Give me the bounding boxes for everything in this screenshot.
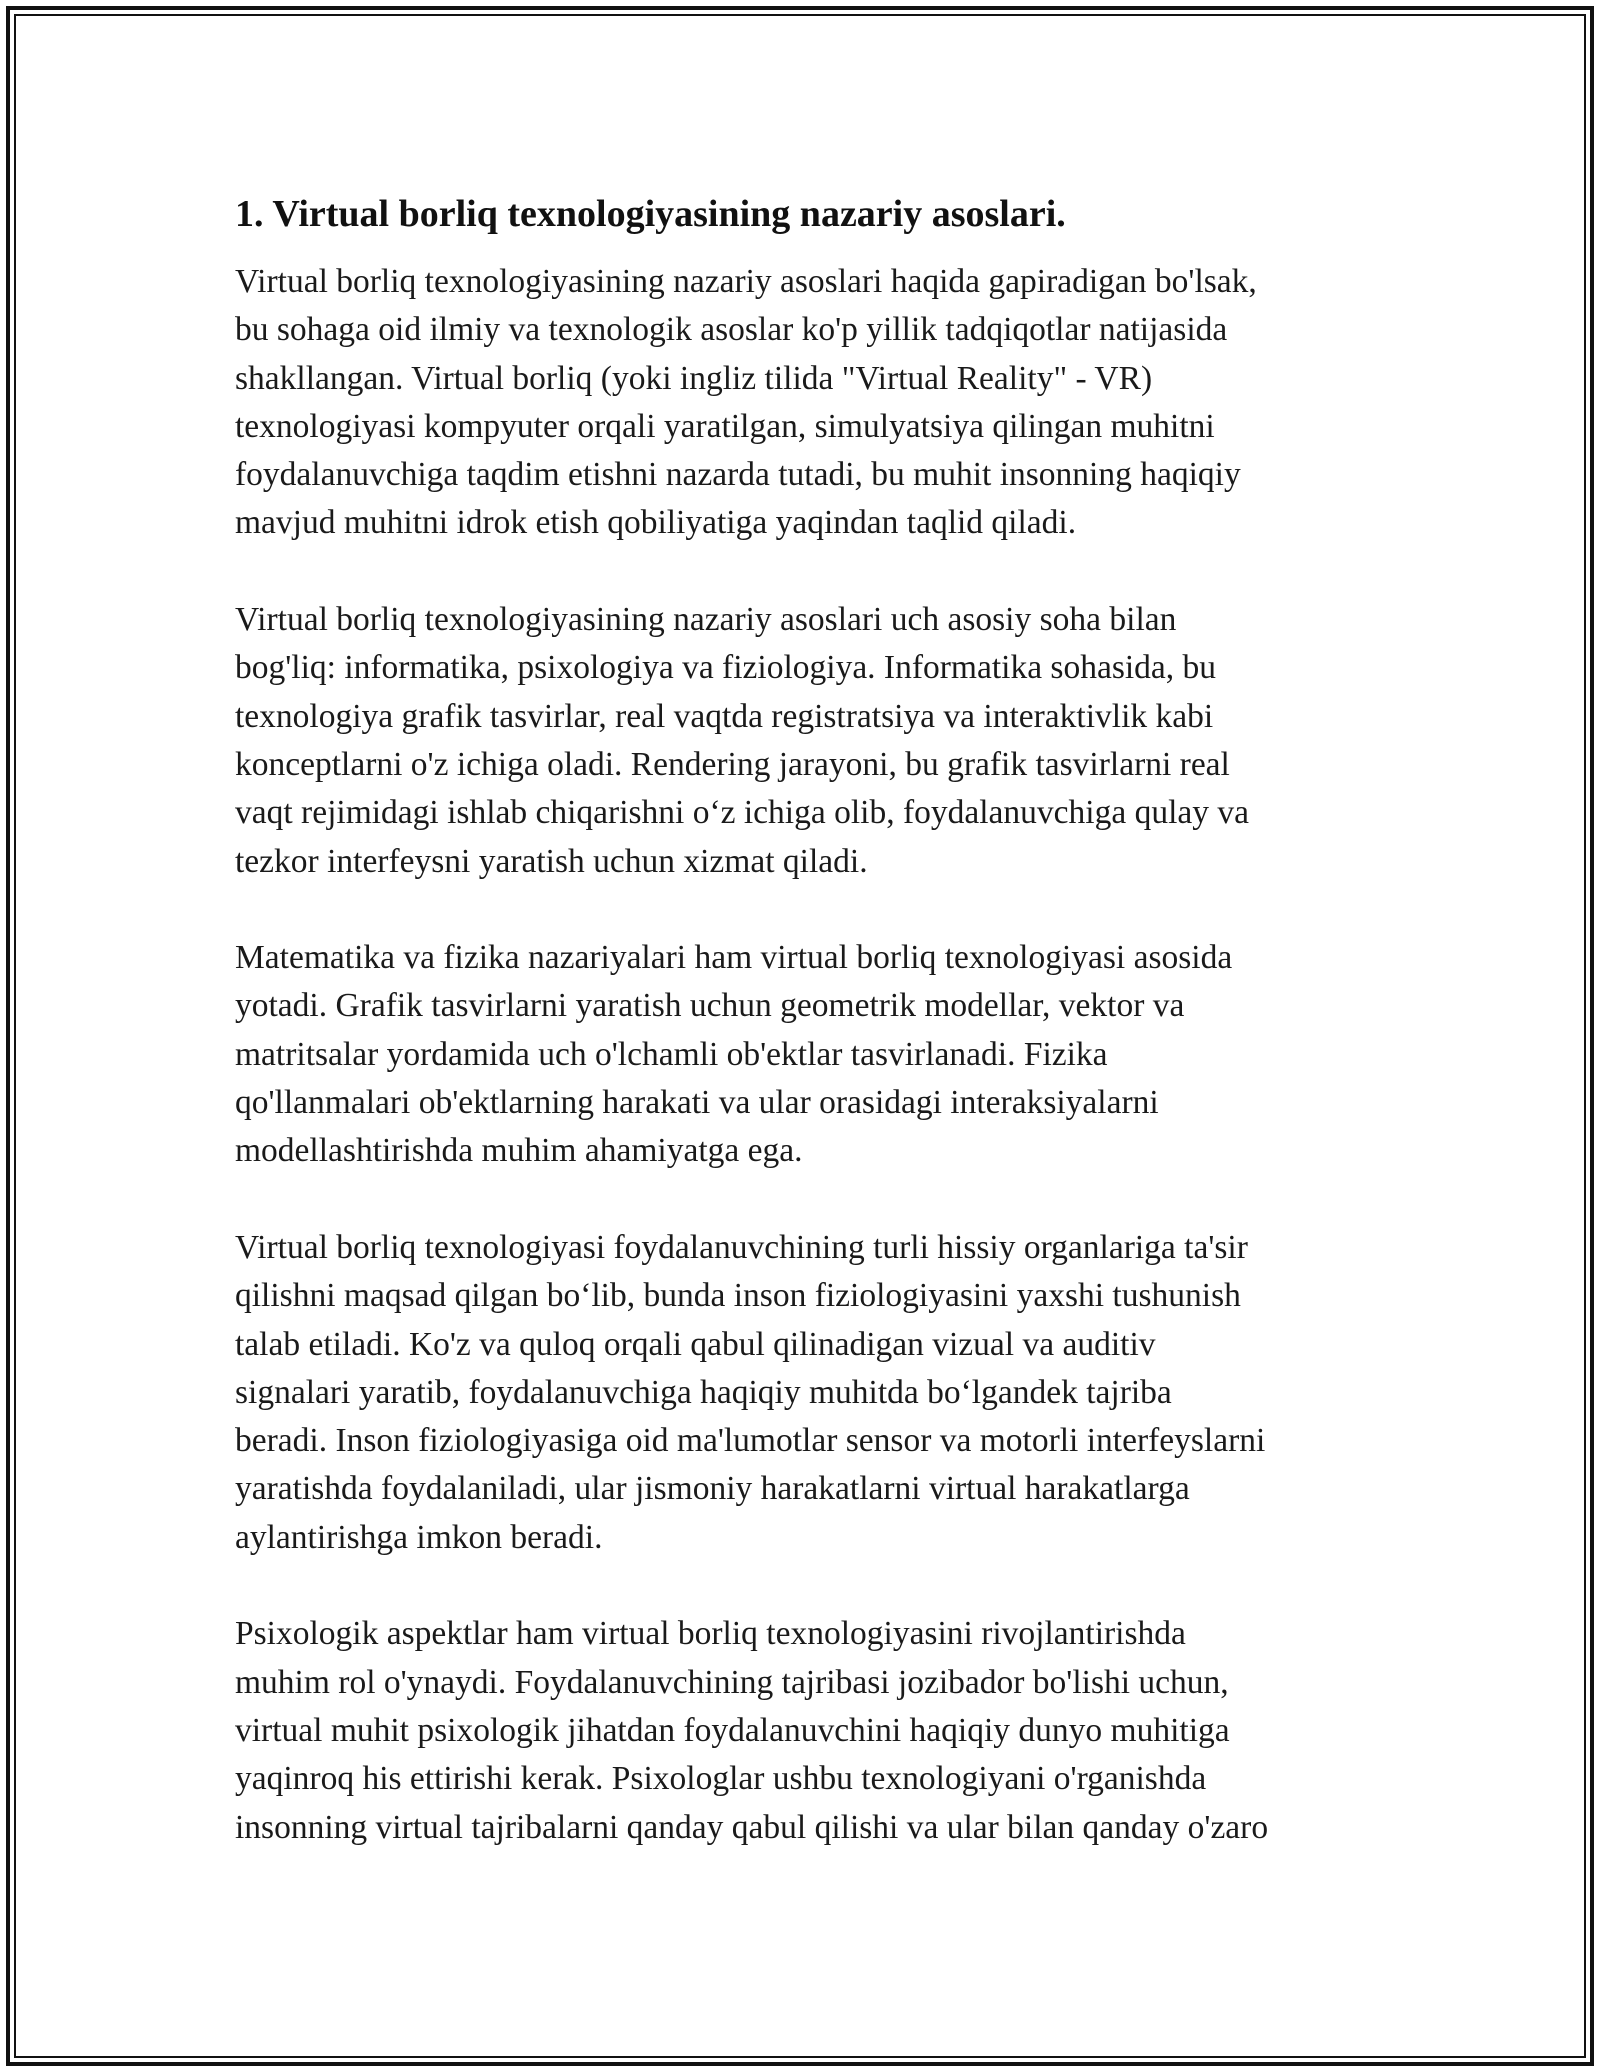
text-line: modellashtirishda muhim ahamiyatga ega. bbox=[235, 1132, 803, 1170]
text-line: shakllangan. Virtual borliq (yoki ingliz tilida "Virtual Reality" - VR) bbox=[235, 359, 1153, 397]
text-line: Matematika va fizika nazariyalari ham virtual borliq texnologiyasi asosida bbox=[235, 939, 1233, 977]
text-line: Virtual borliq texnologiyasi foydalanuvchining turli hissiy organlariga ta'sir bbox=[235, 1228, 1248, 1266]
text-line: konceptlarni o'z ichiga oladi. Rendering jarayoni, bu grafik tasvirlarni real bbox=[235, 745, 1230, 783]
text-line: matritsalar yordamida uch o'lchamli ob'ektlar tasvirlanadi. Fizika bbox=[235, 1035, 1108, 1073]
text-line: texnologiyasi kompyuter orqali yaratilgan, simulyatsiya qilingan muhitni bbox=[235, 407, 1215, 445]
text-line: tezkor interfeysni yaratish uchun xizmat qiladi. bbox=[235, 842, 868, 880]
text-line: yaratishda foydalaniladi, ular jismoniy harakatlarni virtual harakatlarga bbox=[235, 1470, 1190, 1508]
text-line: bog'liq: informatika, psixologiya va fiziologiya. Informatika sohasida, bu bbox=[235, 649, 1217, 687]
text-line: beradi. Inson fiziologiyasiga oid ma'lumotlar sensor va motorli interfeyslarni bbox=[235, 1422, 1266, 1460]
text-line: foydalanuvchiga taqdim etishni nazarda tutadi, bu muhit insonning haqiqiy bbox=[235, 456, 1241, 494]
section-heading: 1. Virtual borliq texnologiyasining nazariy asoslari. bbox=[235, 193, 1066, 235]
text-line: talab etiladi. Ko'z va quloq orqali qabul qilinadigan vizual va auditiv bbox=[235, 1325, 1156, 1363]
text-line: Virtual borliq texnologiyasining nazariy asoslari haqida gapiradigan bo'lsak, bbox=[235, 263, 1257, 300]
paragraph-4 bbox=[235, 1224, 1375, 1562]
paragraph-3 bbox=[235, 934, 1375, 1175]
document-body bbox=[235, 188, 1375, 1852]
text-line: mavjud muhitni idrok etish qobiliyatiga yaqindan taqlid qiladi. bbox=[235, 504, 1077, 542]
text-line: qo'llanmalari ob'ektlarning harakati va ular orasidagi interaksiyalarni bbox=[235, 1084, 1159, 1122]
paragraph-1 bbox=[235, 258, 1375, 548]
paragraph-2 bbox=[235, 596, 1375, 886]
paragraph-5 bbox=[235, 1610, 1375, 1851]
text-line: aylantirishga imkon beradi. bbox=[235, 1518, 603, 1556]
text-line: yaqinroq his ettirishi kerak. Psixologlar ushbu texnologiyani o'rganishda bbox=[235, 1760, 1207, 1798]
text-line: insonning virtual tajribalarni qanday qabul qilishi va ular bilan qanday o'zaro bbox=[235, 1808, 1269, 1846]
text-line: qilishni maqsad qilgan bo‘lib, bunda inson fiziologiyasini yaxshi tushunish bbox=[235, 1277, 1241, 1315]
text-line: Psixologik aspektlar ham virtual borliq texnologiyasini rivojlantirishda bbox=[235, 1615, 1186, 1653]
text-line: texnologiya grafik tasvirlar, real vaqtda registratsiya va interaktivlik kabi bbox=[235, 697, 1214, 735]
text-line: virtual muhit psixologik jihatdan foydalanuvchini haqiqiy dunyo muhitiga bbox=[235, 1711, 1230, 1749]
text-line: muhim rol o'ynaydi. Foydalanuvchining tajribasi jozibador bo'lishi uchun, bbox=[235, 1663, 1229, 1701]
text-line: Virtual borliq texnologiyasining nazariy asoslari uch asosiy soha bilan bbox=[235, 601, 1177, 639]
text-line: vaqt rejimidagi ishlab chiqarishni o‘z ichiga olib, foydalanuvchiga qulay va bbox=[235, 794, 1250, 832]
text-line: bu sohaga oid ilmiy va texnologik asoslar ko'p yillik tadqiqotlar natijasida bbox=[235, 311, 1228, 349]
text-line: yotadi. Grafik tasvirlarni yaratish uchun geometrik modellar, vektor va bbox=[235, 987, 1185, 1025]
text-line: signalari yaratib, foydalanuvchiga haqiqiy muhitda bo‘lgandek tajriba bbox=[235, 1373, 1172, 1411]
